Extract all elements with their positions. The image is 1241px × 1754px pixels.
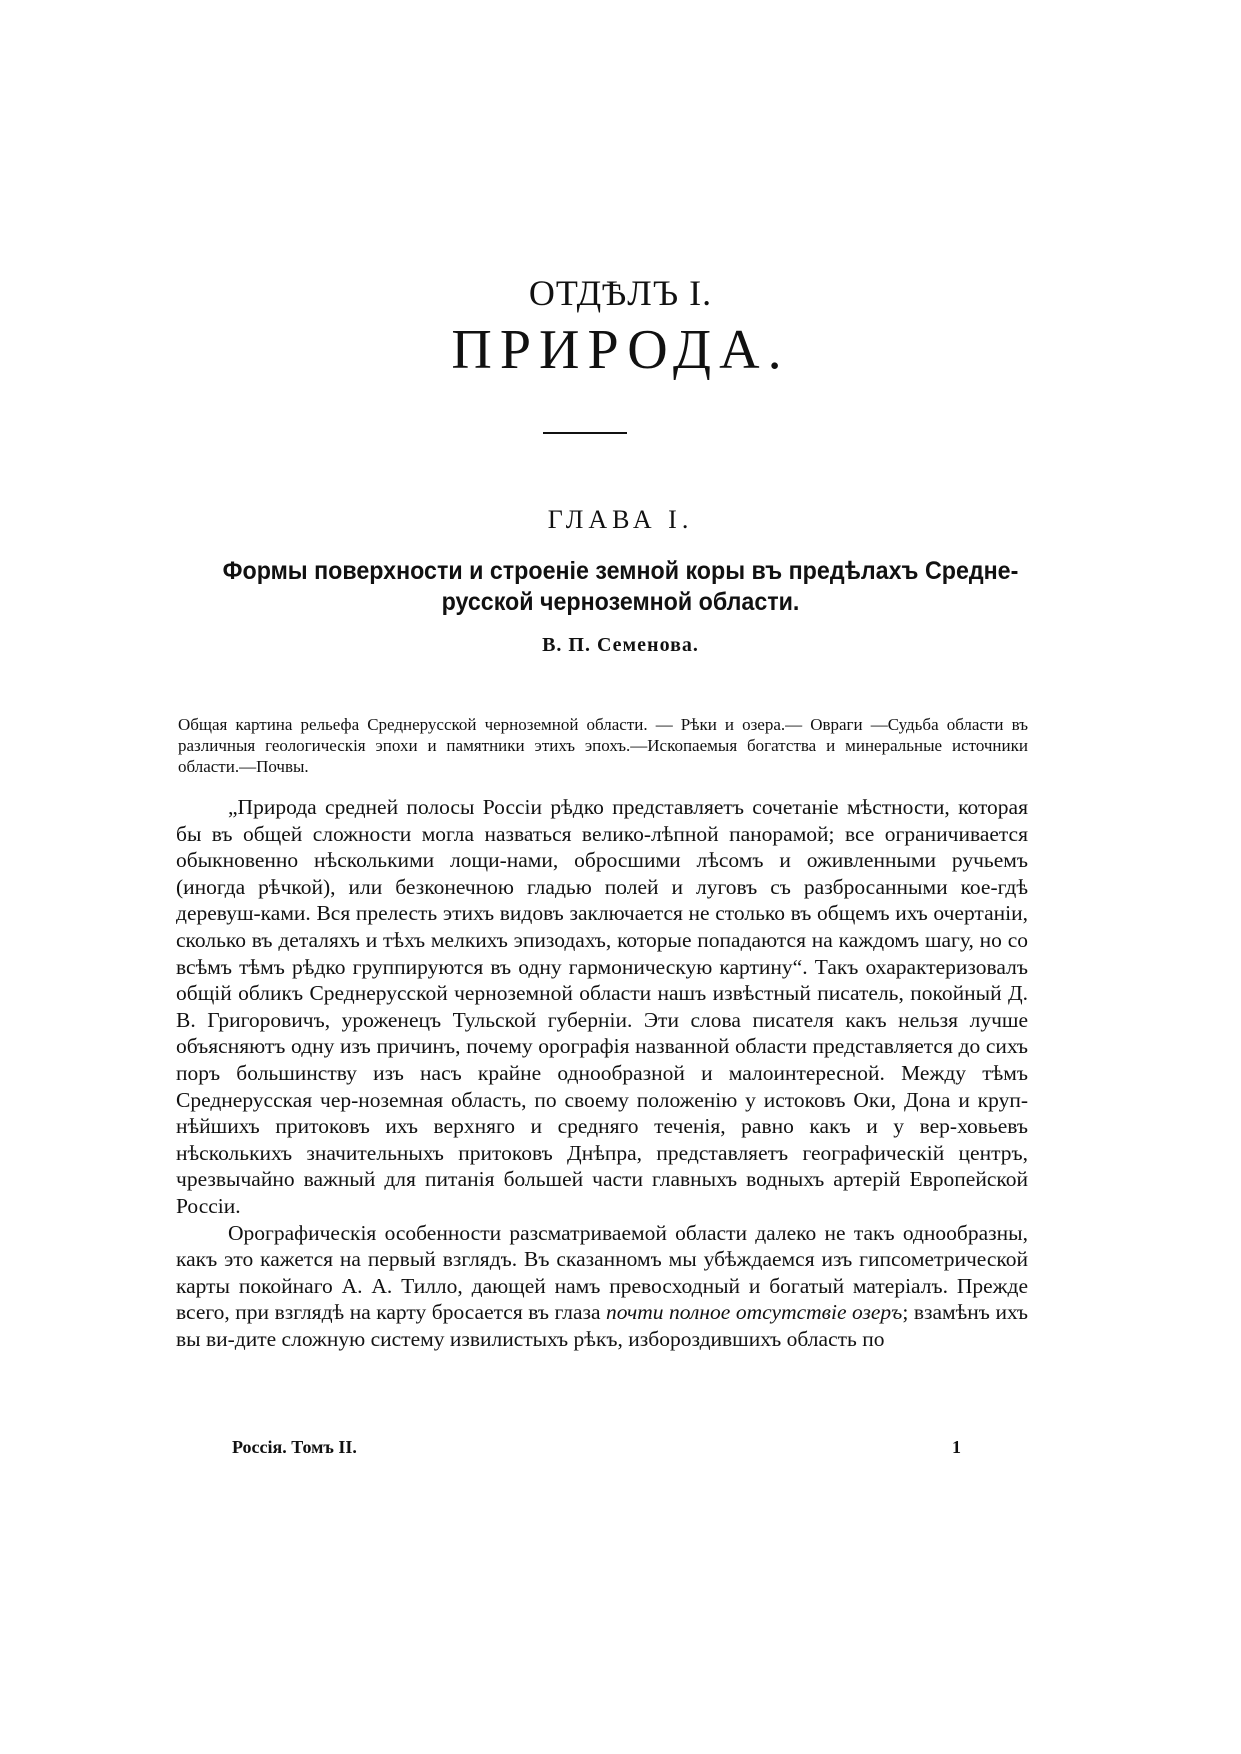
section-title: ПРИРОДА. bbox=[451, 319, 790, 381]
section-label: ОТДѢЛЪ I. bbox=[528, 273, 713, 313]
body-text bbox=[176, 794, 1028, 1352]
footer-volume: Россія. Томъ II. bbox=[232, 1437, 357, 1457]
chapter-title: Формы поверхности и строеніе земной коры въ предѣлахъ Средне-русской черноземной области. bbox=[222, 557, 1019, 616]
paragraph-2 bbox=[176, 1220, 1028, 1353]
chapter-summary: Общая картина рельефа Среднерусской черноземной области. — Рѣки и озера.— Овраги —Судьба области въ различныя геологическія эпохи и памятники этихъ эпохъ.—Ископаемыя богатства и минеральные источники области.—Почвы. bbox=[178, 715, 1028, 776]
paragraph-2-end: ; взамѣнъ ихъ вы ви-дите сложную систему извилистыхъ рѣкъ, избороздившихъ область по bbox=[176, 1300, 1028, 1351]
chapter-label: ГЛАВА I. bbox=[547, 505, 694, 534]
paragraph-2-start: Орографическія особенности разсматриваемой области далеко не такъ однообразны, какъ это кажется на первый взглядъ. Въ сказанномъ мы убѣждаемся изъ гипсометрической карты покойнаго А. А. Тилло, дающей намъ превосходный и богатый матеріалъ. Прежде всего, при взглядѣ на карту бросается въ глаза bbox=[176, 1220, 1028, 1325]
page-number: 1 bbox=[952, 1437, 961, 1457]
title-divider bbox=[543, 432, 627, 434]
emphasis-text: почти полное отсутствіе озеръ bbox=[606, 1300, 903, 1325]
paragraph-1: „Природа средней полосы Россіи рѣдко представляетъ сочетаніе мѣстности, которая бы въ общей сложности могла назваться велико-лѣпной панорамой; все ограничивается обыкновенно нѣсколькими лощи-нами, обросшими лѣсомъ и оживленными ручьемъ (иногда рѣчкой), или безконечною гладью полей и луговъ съ разбросанными кое-гдѣ деревуш-ками. Вся прелесть этихъ видовъ заключается не столько въ общемъ ихъ очертаніи, сколько въ деталяхъ и тѣхъ мелкихъ эпизодахъ, которые попадаются на каждомъ шагу, но со всѣмъ тѣмъ рѣдко группируются въ одну гармоническую картину“. Такъ охарактеризовалъ общій обликъ Среднерусской черноземной области нашъ извѣстный писатель, покойный Д. В. Григоровичъ, уроженецъ Тульской губерніи. Эти слова писателя какъ нельзя лучше объясняютъ одну изъ причинъ, почему орографія названной области представляется до сихъ поръ большинству изъ насъ крайне однообразной и малоинтересной. Между тѣмъ Среднерусская чер-ноземная область, по своему положенію у истоковъ Оки, Дона и круп-нѣйшихъ притоковъ ихъ верхняго и средняго теченія, равно какъ и у вер-ховьевъ нѣсколькихъ значительныхъ притоковъ Днѣпра, представляетъ географическій центръ, чрезвычайно важный для питанія большей части главныхъ водныхъ артерій Европейской Россіи. bbox=[176, 795, 1028, 1218]
chapter-author: В. П. Семенова. bbox=[542, 634, 699, 656]
